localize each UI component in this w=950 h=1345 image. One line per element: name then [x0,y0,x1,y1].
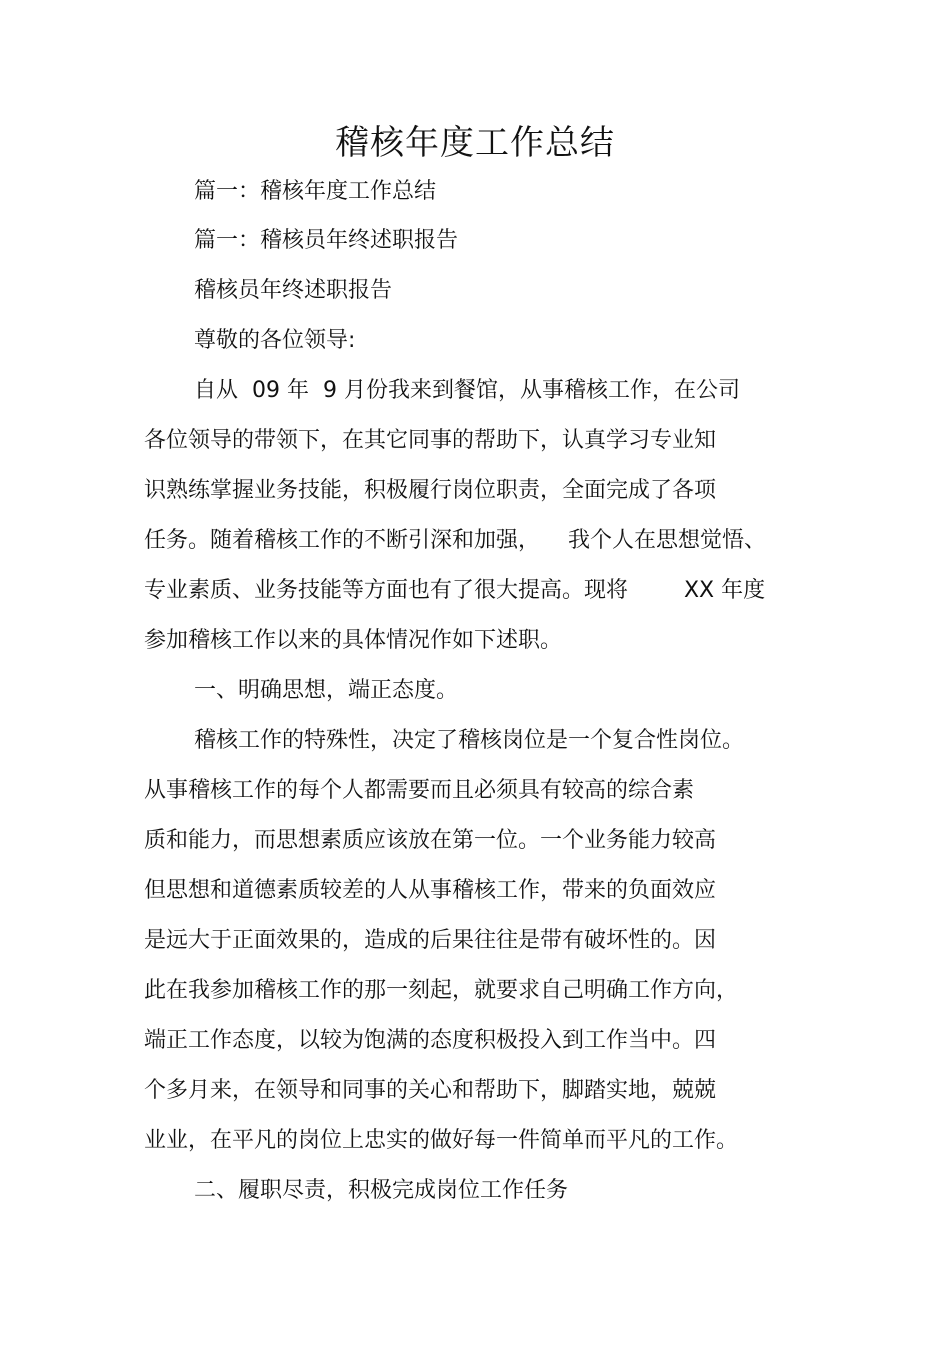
paragraph-line: 稽核工作的特殊性，决定了稽核岗位是一个复合性岗位。 [194,728,745,753]
salutation: 尊敬的各位领导: [194,328,356,353]
paragraph-line: 此在我参加稽核工作的那一刻起，就要求自己明确工作方向， [144,978,739,1003]
section-heading: 二、履职尽责，积极完成岗位工作任务 [194,1178,569,1203]
section-heading: 篇一：稽核员年终述职报告 [194,228,459,253]
section-heading: 篇一：稽核年度工作总结 [194,179,437,204]
paragraph-line: 是远大于正面效果的，造成的后果往往是带有破坏性的。因 [144,928,717,953]
document-title: 稽核年度工作总结 [335,123,615,163]
paragraph-line: 自从 09 年 9 月份我来到餐馆，从事稽核工作，在公司 [194,378,740,403]
paragraph-line: 个多月来，在领导和同事的关心和帮助下，脚踏实地，兢兢 [144,1078,717,1103]
paragraph-line: 各位领导的带领下，在其它同事的帮助下，认真学习专业知 [144,428,717,453]
paragraph-line: 专业素质、业务技能等方面也有了很大提高。现将 XX 年度 [144,578,766,603]
paragraph-line: 从事稽核工作的每个人都需要而且必须具有较高的综合素 [144,778,695,803]
paragraph-line: 识熟练掌握业务技能，积极履行岗位职责，全面完成了各项 [144,478,717,503]
report-title: 稽核员年终述职报告 [194,278,393,303]
paragraph-line: 任务。随着稽核工作的不断引深和加强， 我个人在思想觉悟、 [144,528,766,553]
section-heading: 一、明确思想，端正态度。 [194,678,459,703]
paragraph-line: 业业，在平凡的岗位上忠实的做好每一件简单而平凡的工作。 [144,1128,739,1153]
paragraph-line: 端正工作态度，以较为饱满的态度积极投入到工作当中。四 [144,1028,717,1053]
paragraph-line: 参加稽核工作以来的具体情况作如下述职。 [144,628,563,653]
paragraph-line: 质和能力，而思想素质应该放在第一位。一个业务能力较高 [144,828,717,853]
paragraph-line: 但思想和道德素质较差的人从事稽核工作，带来的负面效应 [144,878,717,903]
